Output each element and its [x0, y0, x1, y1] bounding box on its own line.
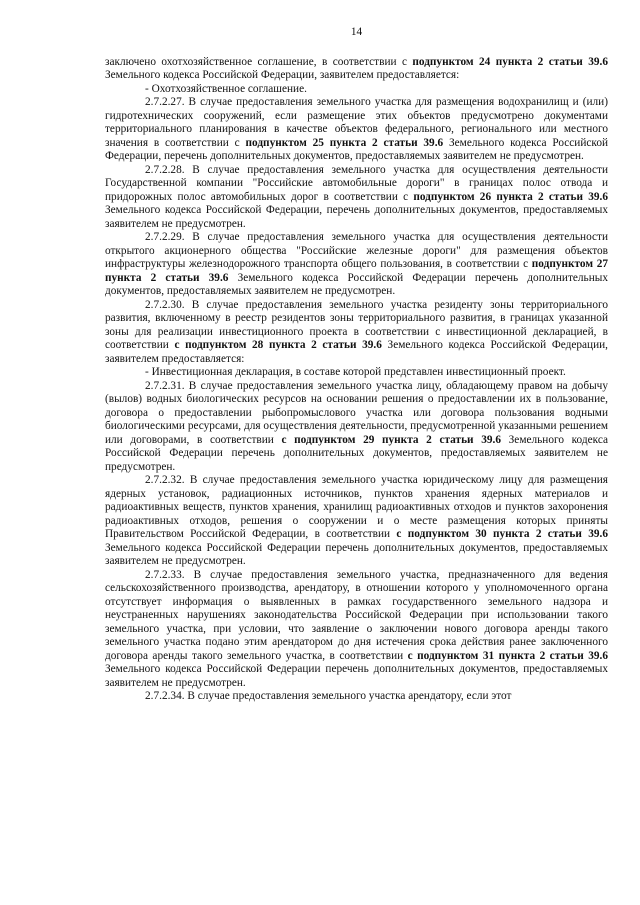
text-run: 2.7.2.31. В случае предоставления земельного участка лицу, обладающему правом на добычу (вылов) водных биологических ресурсов на основании решения о предоставлении их в пользование, договора о предоставлении рыбопромыслового участка или договора пользования водными биологическими ресурсами, для осуществления деятельности, предусмотренной указанными решением или договорами, в соответствии: [105, 379, 608, 446]
text-run: заключено охотхозяйственное соглашение, в соответствии с: [105, 55, 413, 68]
legal-reference: с подпунктом 29 пункта 2 статьи 39.6: [281, 433, 501, 446]
paragraph: [105, 380, 608, 475]
text-run: 2.7.2.27. В случае предоставления земельного участка для размещения водохранилищ и (или) гидротехнических сооружений, если размещение этих объектов предусмотрено документами территориального планирования в качестве объектов федерального, регионального или местного значения в соответствии с: [105, 96, 608, 149]
paragraph: [105, 164, 608, 232]
text-run: Земельного кодекса Российской Федерации перечень дополнительных документов, предоставляемых заявителем не предусмотрен.: [105, 663, 608, 689]
legal-reference: подпунктом 26 пункта 2 статьи 39.6: [413, 190, 608, 203]
paragraph: [105, 474, 608, 569]
text-run: 2.7.2.33. В случае предоставления земельного участка, предназначенного для ведения сельскохозяйственного производства, арендатору, в отношении которого у уполномоченного органа отсутствует информация о выявленных в рамках государственного земельного надзора и неустраненных нарушениях законодательства Российской Федерации при использовании такого земельного участка, при условии, что заявление о заключении нового договора аренды такого земельного участка подано этим арендатором до дня истечения срока действия ранее заключенного договора аренды такого земельного участка, в соответствии: [105, 568, 608, 662]
document-body: [105, 56, 608, 704]
text-run: Земельного кодекса Российской Федерации перечень дополнительных документов, предоставляемых заявителем не предусмотрен.: [105, 271, 608, 297]
page-number: 14: [350, 26, 363, 38]
text-run: - Инвестиционная декларация, в составе которой представлен инвестиционный проект.: [145, 366, 566, 378]
legal-reference: с подпунктом 31 пункта 2 статьи 39.6: [407, 649, 609, 662]
text-run: 2.7.2.30. В случае предоставления земельного участка резиденту зоны территориального развития, включенному в реестр резидентов зоны территориального развития, в границах указанной зоны для реализации инвестиционного проекта в соответствии с инвестиционной декларацией, в соответствии: [105, 298, 608, 351]
text-run: Земельного кодекса Российской Федерации перечень дополнительных документов, предоставляемых заявителем не предусмотрен.: [105, 541, 608, 567]
paragraph: [105, 56, 608, 83]
paragraph: [105, 569, 608, 691]
legal-reference: подпунктом 27 пункта 2 статьи 39.6: [105, 258, 608, 284]
legal-reference: подпунктом 25 пункта 2 статьи 39.6: [245, 136, 444, 149]
text-run: Земельного кодекса Российской Федерации, заявителем предоставляется:: [105, 339, 609, 365]
paragraph: [105, 299, 608, 367]
text-run: Земельного кодекса Российской Федерации, перечень дополнительных документов, предоставляемых заявителем не предусмотрен.: [105, 136, 609, 162]
paragraph: [105, 96, 608, 164]
text-run: Земельного кодекса Российской Федерации перечень дополнительных документов, предоставляемых заявителем не предусмотрен.: [105, 433, 608, 473]
legal-reference: с подпунктом 30 пункта 2 статьи 39.6: [396, 528, 608, 540]
text-run: 2.7.2.29. В случае предоставления земельного участка для осуществления деятельности открытого акционерного общества "Российские железные дороги" для размещения объектов инфраструктуры железнодорожного транспорта общего пользования, в соответствии с: [105, 231, 608, 270]
text-run: - Охотхозяйственное соглашение.: [145, 82, 307, 95]
text-run: 2.7.2.34. В случае предоставления земельного участка арендатору, если этот: [145, 690, 512, 702]
paragraph: [105, 83, 608, 97]
paragraph: [105, 690, 608, 704]
paragraph: [105, 231, 608, 299]
text-run: 2.7.2.28. В случае предоставления земельного участка для осуществления деятельности Государственной компании "Российские автомобильные дороги" в границах полос отвода и придорожных полос автомобильных дорог в соответствии с: [105, 163, 608, 203]
text-run: Земельного кодекса Российской Федерации, заявителем предоставляется:: [105, 69, 460, 81]
legal-reference: подпунктом 24 пункта 2 статьи 39.6: [412, 55, 608, 68]
text-run: 2.7.2.32. В случае предоставления земельного участка юридическому лицу для размещения ядерных установок, радиационных источников, пунктов хранения ядерных материалов и радиоактивных веществ, пунктов хранения, хранилищ радиоактивных отходов и пунктов захоронения радиоактивных отходов, решения о сооружении и о месте размещения которых приняты Правительством Российской Федерации, в соответствии: [105, 474, 608, 540]
paragraph: [105, 366, 608, 380]
text-run: Земельного кодекса Российской Федерации, перечень дополнительных документов, предоставляемых заявителем не предусмотрен.: [105, 204, 608, 230]
legal-reference: с подпунктом 28 пункта 2 статьи 39.6: [174, 339, 382, 351]
